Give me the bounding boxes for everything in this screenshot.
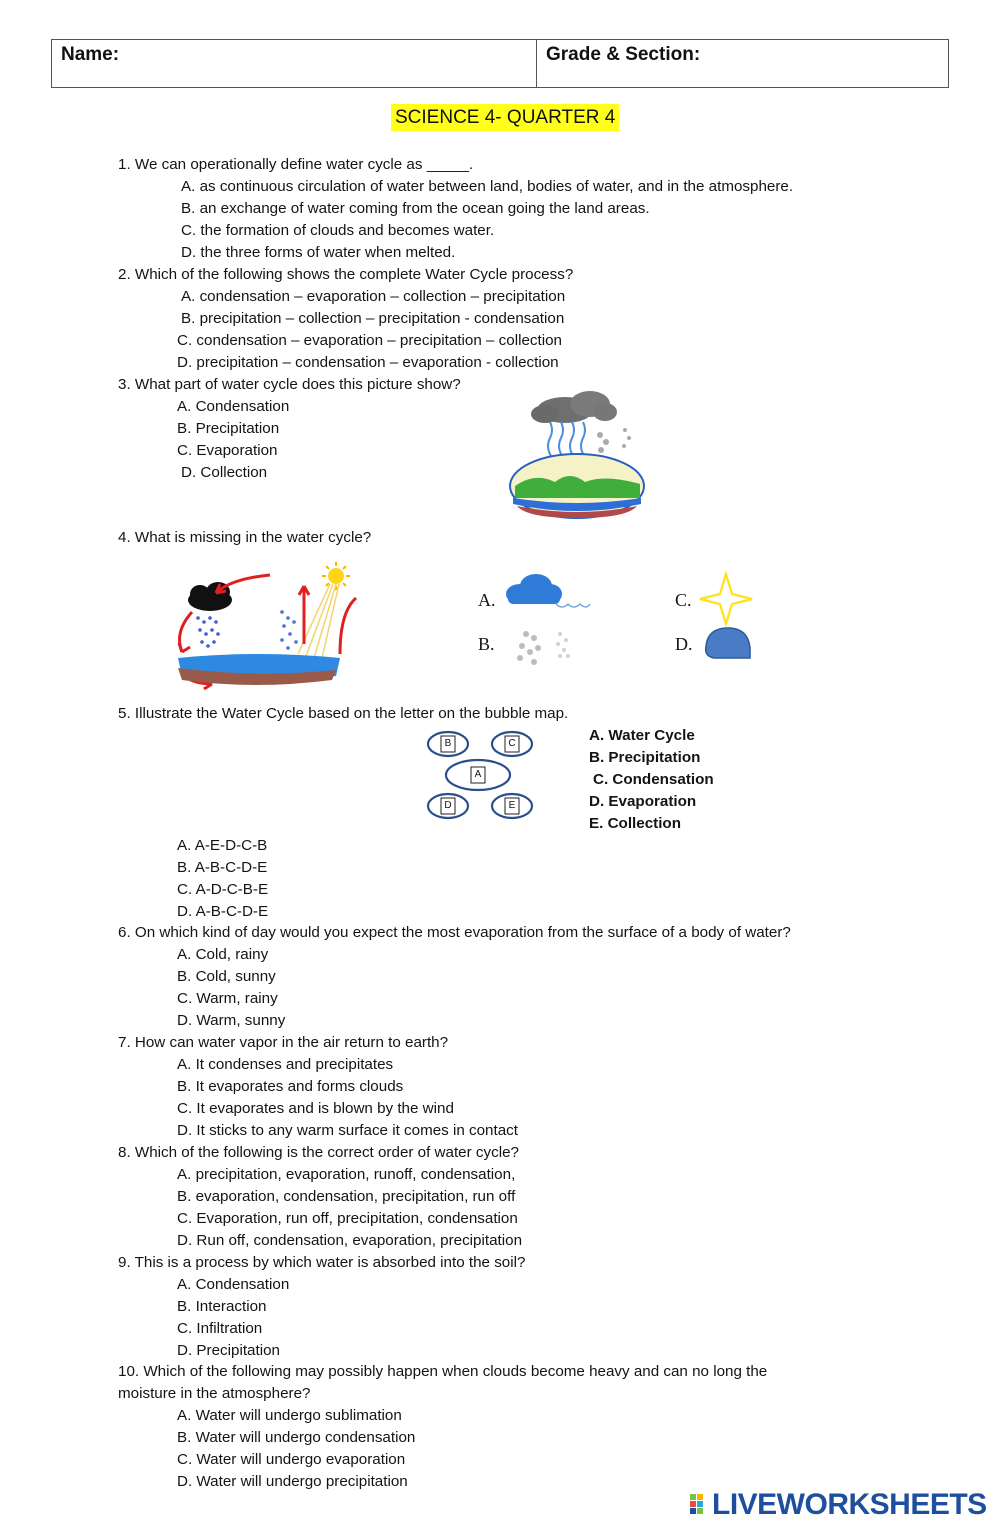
q10-option-d[interactable]: D. Water will undergo precipitation <box>177 1473 408 1490</box>
q2-option-d[interactable]: D. precipitation – condensation – evaporation - collection <box>177 354 559 371</box>
ocean-land-icon <box>178 654 340 685</box>
precipitation-illustration <box>505 390 655 522</box>
q8-option-c[interactable]: C. Evaporation, run off, precipitation, condensation <box>177 1210 518 1227</box>
q7-option-c[interactable]: C. It evaporates and is blown by the wind <box>177 1100 454 1117</box>
bubble-c-letter: C <box>508 738 516 749</box>
q7-option-d[interactable]: D. It sticks to any warm surface it comes in contact <box>177 1122 518 1139</box>
question-3-stem: 3. What part of water cycle does this picture show? <box>118 376 461 393</box>
q3-option-a[interactable]: A. Condensation <box>177 398 290 415</box>
key-precipitation: B. Precipitation <box>589 749 701 766</box>
question-10-stem-line-2: moisture in the atmosphere? <box>118 1385 311 1402</box>
bubble-map <box>426 728 538 822</box>
question-6-stem: 6. On which kind of day would you expect the most evaporation from the surface of a body of water? <box>118 924 791 941</box>
bubble-d-letter: D <box>444 800 452 811</box>
q7-option-a[interactable]: A. It condenses and precipitates <box>177 1056 394 1073</box>
q9-option-a[interactable]: A. Condensation <box>177 1276 290 1293</box>
q8-option-d[interactable]: D. Run off, condensation, evaporation, precipitation <box>177 1232 523 1249</box>
question-2-stem: 2. Which of the following shows the complete Water Cycle process? <box>118 266 574 283</box>
rain-dots-icon <box>196 616 220 648</box>
q3-option-b[interactable]: B. Precipitation <box>177 420 280 437</box>
q5-option-a[interactable]: A. A-E-D-C-B <box>177 837 268 854</box>
water-drop-option-icon[interactable] <box>702 626 754 660</box>
name-field[interactable] <box>52 40 537 87</box>
q9-option-c[interactable]: C. Infiltration <box>177 1320 263 1337</box>
q6-option-a[interactable]: A. Cold, rainy <box>177 946 269 963</box>
q1-option-d[interactable]: D. the three forms of water when melted. <box>181 244 456 261</box>
key-evaporation: D. Evaporation <box>589 793 697 810</box>
liveworksheets-wordmark: LIVEWORKSHEETS <box>712 1488 987 1521</box>
question-8-stem: 8. Which of the following is the correct order of water cycle? <box>118 1144 519 1161</box>
q5-option-b[interactable]: B. A-B-C-D-E <box>177 859 268 876</box>
q10-option-a[interactable]: A. Water will undergo sublimation <box>177 1407 402 1424</box>
landscape-disc-icon <box>510 454 644 518</box>
q4-option-c-label[interactable]: C. <box>675 590 692 610</box>
name-label: Name: <box>61 44 120 65</box>
q8-option-a[interactable]: A. precipitation, evaporation, runoff, condensation, <box>177 1166 516 1183</box>
water-cycle-diagram-incomplete <box>170 562 365 696</box>
student-info-table <box>51 39 949 88</box>
rain-drops-option-icon[interactable] <box>512 626 578 670</box>
q6-option-b[interactable]: B. Cold, sunny <box>177 968 276 985</box>
q9-option-d[interactable]: D. Precipitation <box>177 1342 280 1359</box>
q7-option-b[interactable]: B. It evaporates and forms clouds <box>177 1078 404 1095</box>
q4-option-b-label[interactable]: B. <box>478 634 495 654</box>
cloud-option-icon[interactable] <box>500 572 592 612</box>
q5-option-c[interactable]: C. A-D-C-B-E <box>177 881 269 898</box>
evaporation-dots-icon <box>280 610 298 650</box>
q2-option-a[interactable]: A. condensation – evaporation – collection – precipitation <box>181 288 566 305</box>
q6-option-c[interactable]: C. Warm, rainy <box>177 990 278 1007</box>
q4-option-d-label[interactable]: D. <box>675 634 693 654</box>
key-condensation: C. Condensation <box>593 771 714 788</box>
question-9-stem: 9. This is a process by which water is absorbed into the soil? <box>118 1254 526 1271</box>
q10-option-c[interactable]: C. Water will undergo evaporation <box>177 1451 406 1468</box>
q8-option-b[interactable]: B. evaporation, condensation, precipitation, run off <box>177 1188 516 1205</box>
liveworksheets-blocks-icon <box>690 1492 712 1518</box>
question-7-stem: 7. How can water vapor in the air return to earth? <box>118 1034 449 1051</box>
q6-option-d[interactable]: D. Warm, sunny <box>177 1012 286 1029</box>
q3-option-c[interactable]: C. Evaporation <box>177 442 278 459</box>
q2-option-c[interactable]: C. condensation – evaporation – precipitation – collection <box>177 332 562 349</box>
key-water-cycle: A. Water Cycle <box>589 727 695 744</box>
q5-option-d[interactable]: D. A-B-C-D-E <box>177 903 269 920</box>
rain-cloud-icon <box>531 391 617 423</box>
q1-option-c[interactable]: C. the formation of clouds and becomes water. <box>181 222 495 239</box>
grade-section-label: Grade & Section: <box>546 44 701 65</box>
key-collection: E. Collection <box>589 815 681 832</box>
question-10-stem-line-1: 10. Which of the following may possibly happen when clouds become heavy and can no long the <box>118 1363 768 1380</box>
q1-option-a[interactable]: A. as continuous circulation of water between land, bodies of water, and in the atmosphere. <box>181 178 794 195</box>
worksheet-title: SCIENCE 4- QUARTER 4 <box>391 104 619 131</box>
q3-option-d[interactable]: D. Collection <box>181 464 268 481</box>
q2-option-b[interactable]: B. precipitation – collection – precipitation - condensation <box>181 310 565 327</box>
sun-star-option-icon[interactable] <box>698 572 754 626</box>
liveworksheets-logo[interactable] <box>690 1488 987 1522</box>
question-4-stem: 4. What is missing in the water cycle? <box>118 529 372 546</box>
question-1-stem: 1. We can operationally define water cycle as _____. <box>118 156 474 173</box>
q9-option-b[interactable]: B. Interaction <box>177 1298 267 1315</box>
bubble-e-letter: E <box>508 800 516 811</box>
grade-section-field[interactable] <box>537 40 948 87</box>
bubble-a-letter: A <box>474 769 482 780</box>
q4-option-a-label[interactable]: A. <box>478 590 496 610</box>
bubble-b-letter: B <box>444 738 452 749</box>
q1-option-b[interactable]: B. an exchange of water coming from the ocean going the land areas. <box>181 200 650 217</box>
question-5-stem: 5. Illustrate the Water Cycle based on the letter on the bubble map. <box>118 705 569 722</box>
q10-option-b[interactable]: B. Water will undergo condensation <box>177 1429 416 1446</box>
